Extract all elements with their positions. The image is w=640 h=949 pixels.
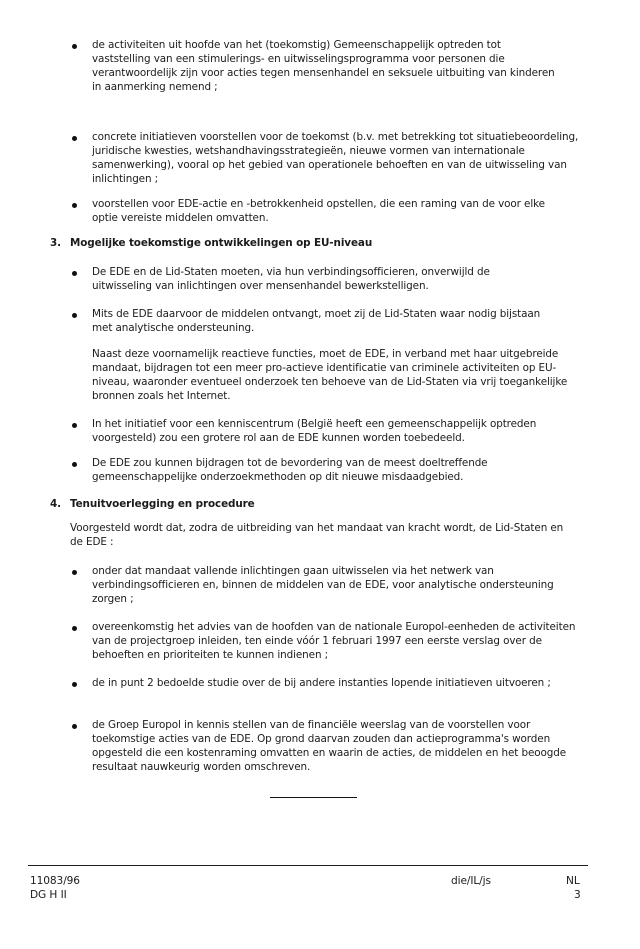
section-4-bullet-3: de in punt 2 bedoelde studie over de bij andere instanties lopende initiatieven uitvoeren ;	[92, 677, 551, 689]
bullet-icon	[72, 462, 77, 467]
section-4-bullet-2: overeenkomstig het advies van de hoofden van de nationale Europol-eenheden de activiteiten van de projectgroep inleiden, ten einde vóór 1 februari 1997 een eerste verslag over de behoeften en prioriteiten te kunnen indienen ;	[92, 621, 576, 661]
section-3-paragraph: Naast deze voornamelijk reactieve functies, moet de EDE, in verband met haar uitgebreide mandaat, bijdragen tot een meer pro-actieve identificatie van criminele activiteiten op EU-niveau, waaronder eventueel onderzoek ten behoeve van de Lid-Staten via vrij toegankelijke bronnen zoals het Internet.	[92, 348, 568, 402]
bullet-icon	[72, 136, 77, 141]
section-3-bullet-3: In het initiatief voor een kenniscentrum (België heeft een gemeenschappelijk optreden voorgesteld) zou een grotere rol aan de EDE kunnen worden toebedeeld.	[92, 418, 537, 444]
top-bullet-3: voorstellen voor EDE-actie en -betrokkenheid opstellen, die een raming van de voor elke optie vereiste middelen omvatten.	[92, 198, 545, 224]
bullet-icon	[72, 44, 77, 49]
section-3-heading: Mogelijke toekomstige ontwikkelingen op EU-niveau	[70, 237, 373, 249]
section-4-bullet-1: onder dat mandaat vallende inlichtingen gaan uitwisselen via het netwerk van verbindingsofficieren en, binnen de middelen van de EDE, voor analytische ondersteuning zorgen ;	[92, 565, 554, 605]
bullet-icon	[72, 203, 77, 208]
bullet-icon	[72, 724, 77, 729]
bullet-icon	[72, 271, 77, 276]
section-3-bullet-1: De EDE en de Lid-Staten moeten, via hun verbindingsofficieren, onverwijld de uitwisseling van inlichtingen over mensenhandel bewerkstelligen.	[92, 266, 490, 292]
footer-page-number: 3	[574, 889, 581, 901]
bullet-icon	[72, 626, 77, 631]
section-4-heading: Tenuitvoerlegging en procedure	[70, 498, 255, 510]
bullet-icon	[72, 570, 77, 575]
footer-language: NL	[566, 875, 580, 887]
section-4-intro: Voorgesteld wordt dat, zodra de uitbreiding van het mandaat van kracht wordt, de Lid-Staten en de EDE :	[70, 522, 564, 548]
bullet-icon	[72, 682, 77, 687]
footer-doc-number: 11083/96	[30, 875, 80, 887]
section-3-bullet-4: De EDE zou kunnen bijdragen tot de bevordering van de meest doeltreffende gemeenschappelijke onderzoekmethoden op dit nieuwe misdaadgebied.	[92, 457, 488, 483]
top-bullet-1: de activiteiten uit hoofde van het (toekomstig) Gemeenschappelijk optreden tot vaststelling van een stimulerings- en uitwisselingsprogramma voor personen die verantwoordelijk zijn voor acties tegen mensenhandel en seksuele uitbuiting van kinderen in aanmerking nemend ;	[92, 39, 555, 93]
section-3-number: 3.	[50, 237, 61, 249]
bullet-icon	[72, 423, 77, 428]
end-rule	[270, 797, 357, 798]
top-bullet-2: concrete initiatieven voorstellen voor de toekomst (b.v. met betrekking tot situatiebeoordeling, juridische kwesties, wetshandhavingsstrategieën, nieuwe vormen van internationale samenwerking), vooral op het gebied van operationele behoeften en van de uitwisseling van inlichtingen ;	[92, 131, 579, 185]
bullet-icon	[72, 313, 77, 318]
footer-rule	[28, 865, 588, 866]
section-3-bullet-2: Mits de EDE daarvoor de middelen ontvangt, moet zij de Lid-Staten waar nodig bijstaan met analytische ondersteuning.	[92, 308, 541, 334]
section-4-bullet-4: de Groep Europol in kennis stellen van de financiële weerslag van de voorstellen voor toekomstige acties van de EDE. Op grond daarvan zouden dan actieprogramma's worden opgesteld die een kostenraming omvatten en waarin de acties, de middelen en het beoogde resultaat nauwkeurig worden omschreven.	[92, 719, 567, 773]
footer-directorate: DG H II	[30, 889, 67, 901]
section-4-number: 4.	[50, 498, 61, 510]
footer-initials: die/IL/js	[451, 875, 491, 887]
